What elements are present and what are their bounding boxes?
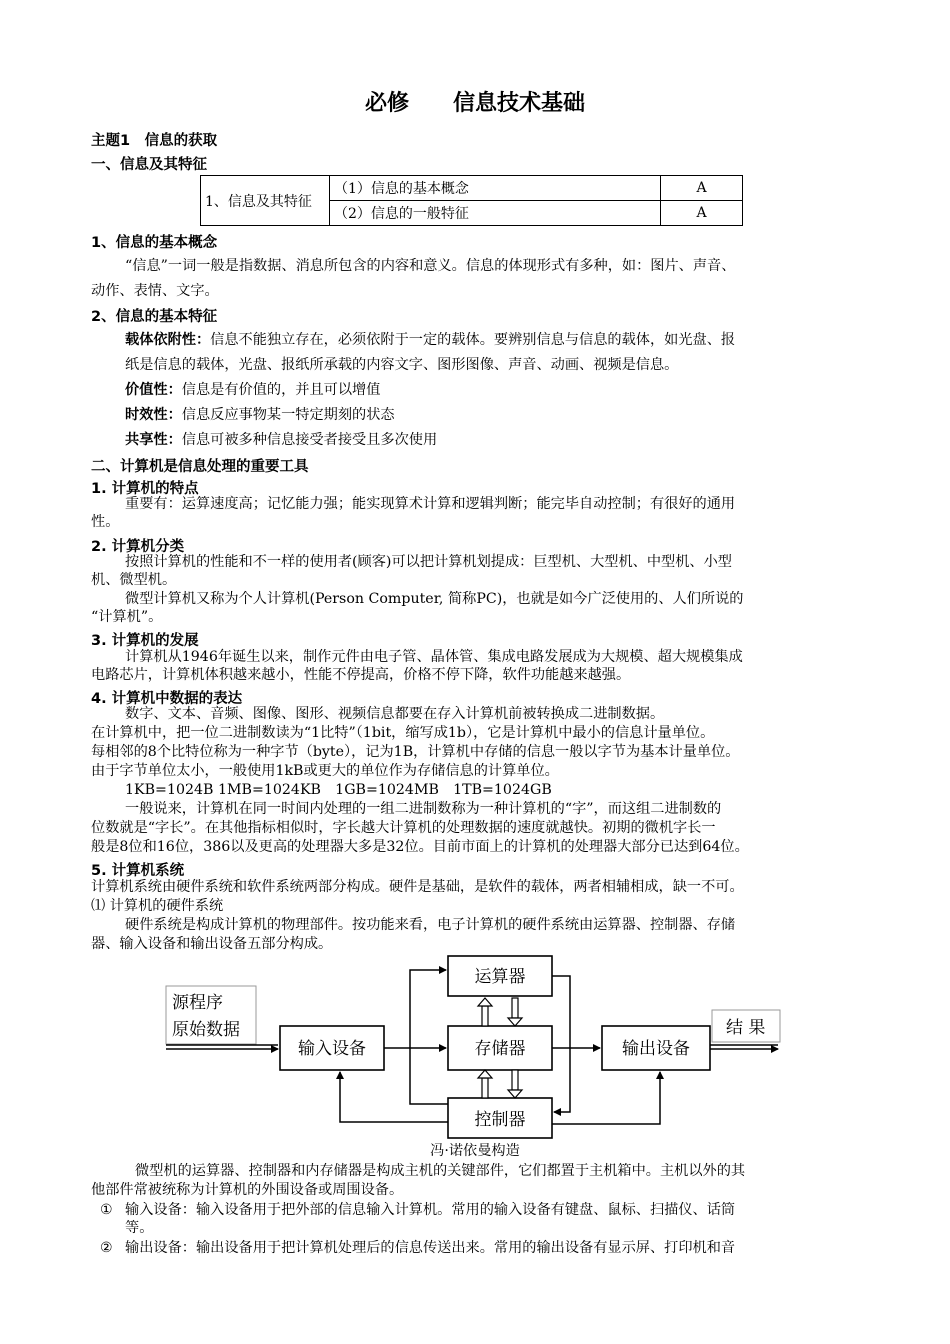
paragraph-line: 纸是信息的载体，光盘、报纸所承载的内容文字、图形图像、声音、动画、视频是信息。	[125, 357, 679, 373]
paragraph-line: 微型机的运算器、控制器和内存储器是构成主机的关键部件，它们都置于主机箱中。主机以外的其	[135, 1163, 746, 1179]
paragraph-line: 器、输入设备和输出设备五部分构成。	[91, 936, 333, 952]
s1-heading: 1. 计算机的特点	[91, 481, 199, 497]
table-row-header: 1、信息及其特征	[201, 176, 330, 226]
list-number: ②	[100, 1240, 113, 1256]
input-device-box	[280, 1026, 384, 1070]
s5-heading: 5. 计算机系统	[91, 863, 185, 879]
list-item-text: 输入设备：输入设备用于把外部的信息输入计算机。常用的输入设备有键盘、鼠标、扫描仪、话筒	[125, 1202, 736, 1218]
feature-text: 信息是有价值的，并且可以增值	[181, 382, 381, 398]
paragraph-line: 性。	[91, 514, 120, 530]
list-number: ①	[100, 1202, 113, 1218]
paragraph-line: 微型计算机又称为个人计算机(Person Computer, 简称PC)，也就是如今广泛使用的、人们所说的	[125, 591, 744, 607]
diagram-caption: 冯·诺依曼构造	[430, 1143, 520, 1159]
control-input-line	[340, 1072, 448, 1122]
feature-text: 信息可被多种信息接受者接受且多次使用	[181, 432, 438, 448]
input-device-label: 输入设备	[298, 1039, 366, 1059]
sub2-heading: 2、信息的基本特征	[91, 309, 218, 325]
paragraph-line: 1KB=1024B 1MB=1024KB 1GB=1024MB 1TB=1024GB	[125, 782, 552, 798]
output-device-box	[602, 1026, 710, 1070]
alu-label: 运算器	[474, 967, 526, 987]
paragraph-line: 他部件常被统称为计算机的外围设备或周围设备。	[91, 1182, 404, 1198]
feature-line	[125, 429, 437, 451]
source-label-1: 源程序	[172, 993, 223, 1013]
paragraph-line: “计算机”。	[91, 609, 163, 625]
s3-heading: 3. 计算机的发展	[91, 633, 199, 649]
control-box	[448, 1098, 552, 1138]
paragraph-line: 一般说来，计算机在同一时间内处理的一组二进制数称为一种计算机的“字”，而这组二进制数的	[125, 801, 722, 817]
output-device-label: 输出设备	[622, 1039, 690, 1059]
section2-heading: 二、计算机是信息处理的重要工具	[91, 459, 309, 475]
paragraph-line: 计算机系统由硬件系统和软件系统两部分构成。硬件是基础，是软件的载体，两者相辅相成，缺一不可。	[91, 879, 744, 895]
list-item-text: 输出设备：输出设备用于把计算机处理后的信息传送出来。常用的输出设备有显示屏、打印机和音	[125, 1240, 736, 1256]
control-alu-line	[410, 970, 448, 1104]
result-label: 结 果	[726, 1018, 766, 1038]
source-box	[166, 986, 256, 1044]
paragraph-line: 般是8位和16位，386以及更高的处理器大多是32位。目前市面上的计算机的处理器大部分已达到64位。	[91, 839, 749, 855]
alu-box	[448, 956, 552, 996]
paragraph-line: 数字、文本、音频、图像、图形、视频信息都要在存入计算机前被转换成二进制数据。	[125, 706, 665, 722]
info-table	[200, 175, 743, 226]
theme-heading: 主题1 信息的获取	[91, 133, 218, 149]
paragraph-line: 硬件系统是构成计算机的物理部件。按功能来看，电子计算机的硬件系统由运算器、控制器、存储	[125, 917, 736, 933]
paragraph-line: 位数就是“字长”。在其他指标相似时，字长越大计算机的处理数据的速度就越快。初期的微机字长一	[91, 820, 716, 836]
paragraph-line: 每相邻的8个比特位称为一种字节（byte），记为1B，计算机中存储的信息一般以字节为基本计量单位。	[91, 744, 740, 760]
feature-label: 载体依附性：	[125, 332, 211, 348]
table-cell-item: （2）信息的一般特征	[330, 201, 661, 226]
paragraph-line: 动作、表情、文字。	[91, 283, 219, 299]
result-box	[712, 1010, 780, 1042]
s4-heading: 4. 计算机中数据的表达	[91, 691, 243, 707]
alu-control-line	[552, 976, 570, 1112]
table-row	[201, 176, 743, 201]
paragraph-line: ⑴ 计算机的硬件系统	[91, 898, 224, 914]
paragraph-line: “信息”一词一般是指数据、消息所包含的内容和意义。信息的体现形式有多种，如：图片、声音、	[125, 258, 736, 274]
feature-label: 时效性：	[125, 407, 182, 423]
paragraph-line: 在计算机中，把一位二进制数读为“1比特”（1bit，缩写成1b），它是计算机中最小的信息计量单位。	[91, 725, 715, 741]
paragraph-line: 按照计算机的性能和不一样的使用者(顾客)可以把计算机划提成：巨型机、大型机、中型机、小型	[125, 554, 732, 570]
control-output-line	[552, 1072, 660, 1124]
feature-label: 价值性：	[125, 382, 182, 398]
source-label-2: 原始数据	[172, 1020, 240, 1040]
table-cell-level: A	[661, 176, 743, 201]
paragraph-line: 重要有：运算速度高；记忆能力强；能实现算术计算和逻辑判断；能完毕自动控制；有很好的通用	[125, 496, 736, 512]
paragraph-line: 机、微型机。	[91, 572, 177, 588]
feature-line	[125, 404, 395, 426]
page-title: 必修 信息技术基础	[364, 91, 585, 116]
feature-label: 共享性：	[125, 432, 182, 448]
paragraph-line: 计算机从1946年诞生以来，制作元件由电子管、晶体管、集成电路发展成为大规模、超大规模集成	[125, 649, 743, 665]
s2-heading: 2. 计算机分类	[91, 539, 185, 555]
memory-label: 存储器	[474, 1039, 526, 1059]
section1-heading: 一、信息及其特征	[91, 157, 207, 173]
feature-text: 信息反应事物某一特定期刻的状态	[181, 407, 395, 423]
list-item-text: 等。	[125, 1220, 154, 1236]
memory-box	[448, 1026, 552, 1070]
table-cell-level: A	[661, 201, 743, 226]
sub1-heading: 1、信息的基本概念	[91, 235, 218, 251]
feature-line	[125, 329, 735, 351]
von-neumann-diagram	[160, 952, 800, 1142]
memory-alu-arrows	[478, 998, 522, 1026]
paragraph-line: 电路芯片，计算机体积越来越小，性能不停提高，价格不停下降，软件功能越来越强。	[91, 667, 631, 683]
paragraph-line: 由于字节单位太小，一般使用1kB或更大的单位作为存储信息的计算单位。	[91, 763, 559, 779]
feature-text: 信息不能独立存在，必须依附于一定的载体。要辨别信息与信息的载体，如光盘、报	[210, 332, 736, 348]
feature-line	[125, 379, 380, 401]
memory-control-arrows	[478, 1070, 522, 1098]
control-label: 控制器	[474, 1110, 526, 1130]
table-cell-item: （1）信息的基本概念	[330, 176, 661, 201]
